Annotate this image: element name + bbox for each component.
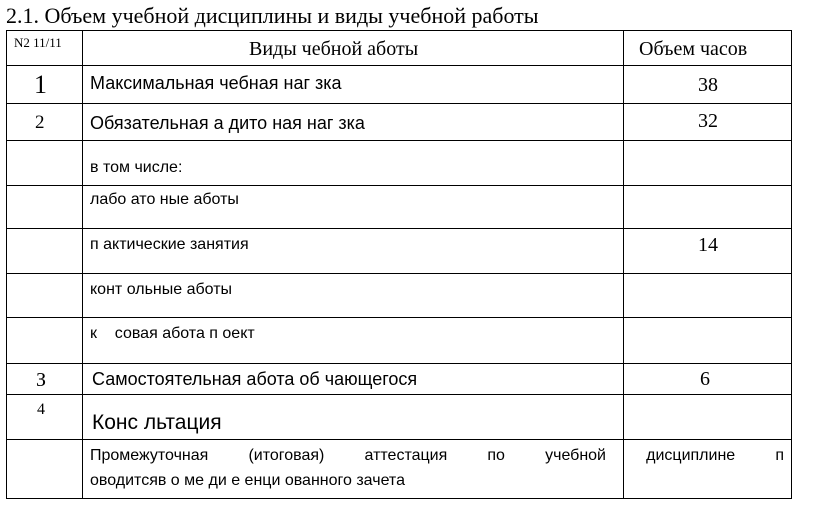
row-label: п актические занятия <box>90 236 249 253</box>
row-hours: 6 <box>700 368 710 390</box>
header-work-type: Виды чебной аботы <box>249 38 419 60</box>
row-label: лабо ато ные аботы <box>90 191 239 208</box>
row-label: Промежуточная (итоговая) аттестация по учебной дисциплине п <box>90 447 784 464</box>
row-divider <box>6 65 792 66</box>
row-label: Конс льтация <box>92 411 222 434</box>
row-divider <box>6 140 792 141</box>
row-divider <box>6 317 792 318</box>
column-divider <box>82 30 83 499</box>
row-divider <box>6 273 792 274</box>
row-divider <box>6 394 792 395</box>
row-label: Обязательная а дито ная наг зка <box>90 113 365 133</box>
row-divider <box>6 103 792 104</box>
row-hours: 38 <box>698 74 718 96</box>
row-label: к совая абота п оект <box>90 325 255 342</box>
row-label: Максимальная чебная наг зка <box>90 73 342 93</box>
column-divider <box>623 30 624 499</box>
table-border-left <box>6 30 7 499</box>
table-border-bottom <box>6 498 792 499</box>
page-title: 2.1. Объем учебной дисциплины и виды учебной работы <box>6 3 539 28</box>
row-label: конт ольные аботы <box>90 281 233 298</box>
table-border-top <box>6 30 792 31</box>
row-hours: 32 <box>698 110 718 132</box>
row-divider <box>6 185 792 186</box>
row-divider <box>6 439 792 440</box>
row-number: 4 <box>37 401 45 418</box>
row-number: 1 <box>34 70 47 99</box>
row-divider <box>6 363 792 364</box>
row-label: в том числе: <box>90 159 183 176</box>
table-border-right <box>791 30 792 499</box>
row-number: З <box>36 369 47 391</box>
header-number: N2 11/11 <box>14 35 62 50</box>
row-hours: 14 <box>698 234 718 256</box>
row-divider <box>6 228 792 229</box>
row-label: Самостоятельная абота об чающегося <box>92 369 418 389</box>
header-hours: Объем часов <box>639 38 748 60</box>
row-label: оводитсяв о ме ди е енци ованного зачета <box>90 472 405 489</box>
row-number: 2 <box>35 112 45 133</box>
study-hours-table <box>6 30 792 499</box>
